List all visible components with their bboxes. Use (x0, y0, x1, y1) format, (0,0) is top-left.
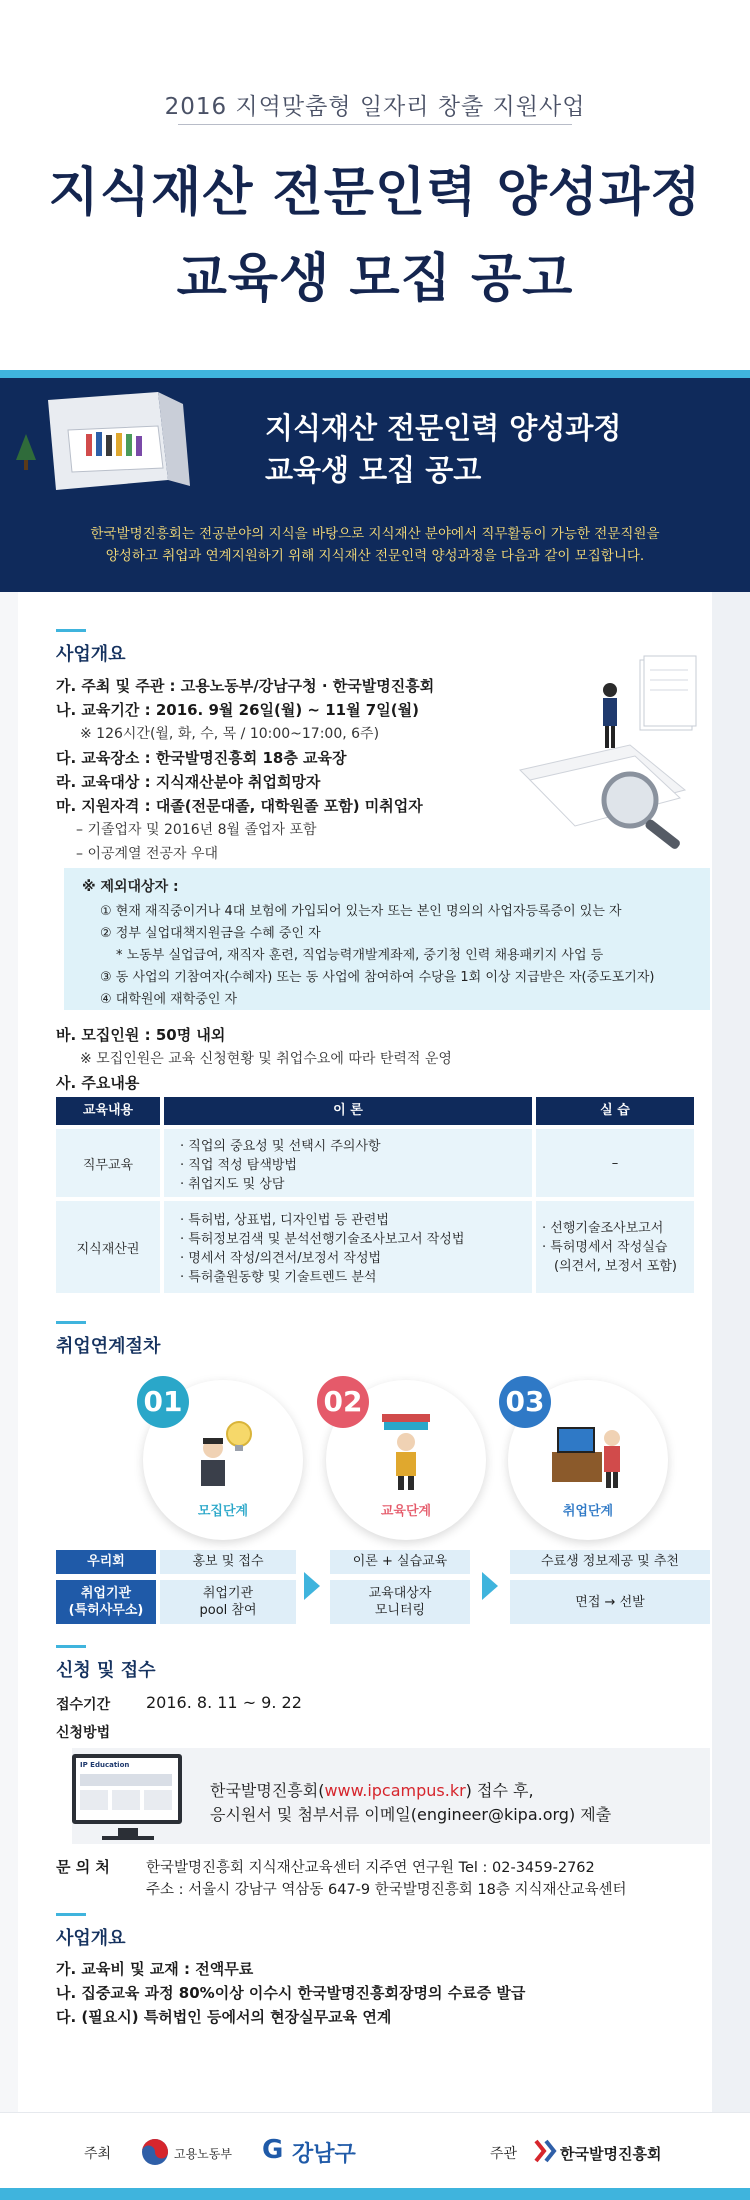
footer-stripe (0, 2188, 750, 2200)
footer-host-label: 주최 (84, 2146, 112, 2162)
apply-method-line1 (210, 1778, 534, 1801)
recruit-count: 바. 모집인원 : 50명 내외 (56, 1026, 226, 1044)
overview-line-hours: ※ 126시간(월, 화, 수, 목 / 10:00~17:00, 6주) (80, 726, 380, 742)
monitor-screen-brand: IP Education (80, 1761, 130, 1769)
contact-label: 문 의 처 (56, 1858, 110, 1876)
paper-stack-icon (640, 656, 696, 730)
banner-desc-line2: 양성하고 취업과 연계지원하기 위해 지식재산 전문인력 양성과정을 다음과 같이 모집합니다. (105, 548, 645, 564)
right-margin (712, 592, 750, 2112)
contact-line2: 주소 : 서울시 강남구 역삼동 647-9 한국발명진흥회 18층 지식재산교육센터 (146, 1882, 627, 1898)
left-margin (0, 592, 18, 2112)
benefits-line-2: 나. 집중교육 과정 80%이상 이수시 한국발명진흥회장명의 수료증 발급 (56, 1984, 526, 2002)
banner-top-stripe (0, 370, 750, 378)
table-header-practice: 실 습 (536, 1097, 694, 1125)
kipa-logo-icon (532, 2137, 558, 2165)
table-row-1-category: 직무교육 (56, 1129, 160, 1197)
table-row-1-theory-item: · 직업의 중요성 및 선택시 주의사항 (180, 1139, 381, 1154)
chevron-right-icon (304, 1572, 320, 1600)
table-header-theory: 이 론 (164, 1097, 532, 1125)
footer (0, 2112, 750, 2200)
hero-subtitle-rule (178, 124, 572, 125)
apply-heading-bar (56, 1645, 86, 1648)
table-row-2-practice (536, 1201, 694, 1293)
contact-line1: 한국발명진흥회 지식재산교육센터 지주연 연구원 Tel : 02-3459-2762 (146, 1860, 595, 1876)
table-row-1-practice: – (536, 1129, 694, 1197)
table-row-1-theory-item: · 취업지도 및 상담 (180, 1177, 285, 1192)
banner-desc-line1: 한국발명진흥회는 전공분야의 지식을 바탕으로 지식재산 분야에서 직무활동이 가능한 전문직원을 (90, 526, 660, 542)
overview-line-qualification: 마. 지원자격 : 대졸(전문대졸, 대학원졸 포함) 미취업자 (56, 797, 423, 815)
process-row1-step2: 이론 + 실습교육 (330, 1550, 470, 1574)
apply-period-value: 2016. 8. 11 ~ 9. 22 (146, 1693, 302, 1712)
overview-line-target: 라. 교육대상 : 지식재산분야 취업희망자 (56, 773, 321, 791)
process-step-2-number: 02 (317, 1376, 369, 1428)
recruit-note: ※ 모집인원은 교육 신청현황 및 취업수요에 따라 탄력적 운영 (80, 1051, 452, 1067)
hero-title-line1: 지식재산 전문인력 양성과정 (48, 163, 702, 223)
hero-section (0, 0, 750, 370)
apply-heading: 신청 및 접수 (56, 1660, 156, 1681)
table-row-2-theory (164, 1201, 532, 1293)
monitor-screen-block (80, 1790, 108, 1810)
footer-ministry: 고용노동부 (174, 2147, 232, 2161)
process-row2-step1: 취업기관 pool 참여 (160, 1580, 296, 1624)
documents-magnifier-illustration (510, 650, 710, 860)
apply-method-link[interactable]: www.ipcampus.kr (324, 1781, 466, 1800)
table-row-1-theory-item: · 직업 적성 탐색방법 (180, 1158, 297, 1173)
footer-organizer-label: 주관 (490, 2146, 518, 2162)
table-row-2-practice-item: · 특허명세서 작성실습 (542, 1240, 668, 1255)
file-drawer-illustration (8, 390, 208, 500)
table-row-2-practice-item: (의견서, 보정서 포함) (554, 1259, 678, 1274)
process-row2-step3: 면접 → 선발 (510, 1580, 710, 1624)
benefits-heading-bar (56, 1913, 86, 1916)
computer-person-icon (548, 1414, 632, 1492)
table-header-category: 교육내용 (56, 1097, 160, 1125)
monitor-screen-block (144, 1790, 172, 1810)
overview-line-preference: – 이공계열 전공자 우대 (76, 846, 219, 862)
overview-line-place: 다. 교육장소 : 한국발명진흥회 18층 교육장 (56, 749, 347, 767)
banner-title-line1: 지식재산 전문인력 양성과정 (265, 411, 622, 445)
benefits-line-1: 가. 교육비 및 교재 : 전액무료 (56, 1960, 254, 1978)
monitor-screen-block (112, 1790, 140, 1810)
table-row-2-theory-item: · 특허출원동향 및 기술트렌드 분석 (180, 1270, 377, 1285)
taegeuk-logo-icon (140, 2137, 170, 2167)
process-heading-bar (56, 1321, 86, 1324)
hero-subtitle: 2016 지역맞춤형 일자리 창출 지원사업 (164, 94, 586, 120)
monitor-base (102, 1836, 154, 1840)
process-row1-org: 우리회 (56, 1550, 156, 1574)
monitor-icon (72, 1754, 182, 1824)
chevron-right-icon (482, 1572, 498, 1600)
exclusion-item-1: ① 현재 재직중이거나 4대 보험에 가입되어 있는자 또는 본인 명의의 사업자등록증이 있는 자 (100, 904, 622, 919)
process-step-1-number: 01 (137, 1376, 189, 1428)
exclusion-item-2-note: * 노동부 실업급여, 재직자 훈련, 직업능력개발계좌제, 중기청 인력 채용패키지 사업 등 (116, 948, 604, 963)
overview-heading-bar (56, 629, 86, 632)
person-icon (603, 683, 617, 748)
apply-method-post: ) 접수 후, (465, 1781, 534, 1800)
apply-method-pre: 한국발명진흥회( (210, 1781, 325, 1800)
overview-heading: 사업개요 (56, 644, 126, 665)
hero-title-line2: 교육생 모집 공고 (176, 249, 574, 309)
table-row-2-practice-item: · 선행기술조사보고서 (542, 1221, 664, 1236)
overview-line-host: 가. 주최 및 주관 : 고용노동부/강남구청 · 한국발명진흥회 (56, 677, 435, 695)
process-step-3-number: 03 (499, 1376, 551, 1428)
table-row-2-theory-item: · 명세서 작성/의견서/보정서 작성법 (180, 1251, 382, 1266)
process-row2-org: 취업기관 (특허사무소) (56, 1580, 156, 1624)
gangnam-logo-icon: G (262, 2135, 284, 2165)
contents-label: 사. 주요내용 (56, 1074, 140, 1092)
table-row-2-theory-item: · 특허법, 상표법, 디자인법 등 관련법 (180, 1213, 389, 1228)
books-person-icon (366, 1410, 446, 1492)
table-row-2-theory-item: · 특허정보검색 및 분석선행기술조사보고서 작성법 (180, 1232, 465, 1247)
overview-line-graduates: – 기졸업자 및 2016년 8월 졸업자 포함 (76, 822, 317, 838)
table-row-1-theory (164, 1129, 532, 1197)
process-step-3-label: 취업단계 (562, 1504, 614, 1519)
exclusion-box (64, 868, 710, 1010)
apply-method-label: 신청방법 (56, 1725, 111, 1741)
idea-person-icon (183, 1412, 263, 1492)
banner-title-line2: 교육생 모집 공고 (265, 453, 482, 487)
exclusion-item-2: ② 정부 실업대책지원금을 수혜 중인 자 (100, 926, 321, 941)
benefits-line-3: 다. (필요시) 특허법인 등에서의 현장실무교육 연계 (56, 2008, 392, 2026)
process-step-2-label: 교육단계 (380, 1504, 432, 1519)
overview-line-period: 나. 교육기간 : 2016. 9월 26일(월) ~ 11월 7일(월) (56, 701, 419, 719)
benefits-heading: 사업개요 (56, 1928, 126, 1949)
exclusion-item-4: ④ 대학원에 재학중인 자 (100, 992, 238, 1007)
process-row1-step1: 홍보 및 접수 (160, 1550, 296, 1574)
process-row2-step2: 교육대상자 모니터링 (330, 1580, 470, 1624)
footer-district: 강남구 (292, 2142, 356, 2167)
process-step-1-label: 모집단계 (197, 1504, 249, 1519)
footer-organizer: 한국발명진흥회 (560, 2145, 662, 2163)
process-heading: 취업연계절차 (56, 1336, 161, 1357)
apply-method-line2: 응시원서 및 첨부서류 이메일(engineer@kipa.org) 제출 (210, 1805, 612, 1824)
table-row-2-category: 지식재산권 (56, 1201, 160, 1293)
monitor-screen-banner (80, 1774, 172, 1786)
exclusion-item-3: ③ 동 사업의 기참여자(수혜자) 또는 동 사업에 참여하여 수당을 1회 이상 지급받은 자(중도포기자) (100, 970, 655, 985)
exclusion-title: ※ 제외대상자 : (82, 879, 179, 895)
process-row1-step3: 수료생 정보제공 및 추천 (510, 1550, 710, 1574)
apply-period-label: 접수기간 (56, 1697, 111, 1713)
